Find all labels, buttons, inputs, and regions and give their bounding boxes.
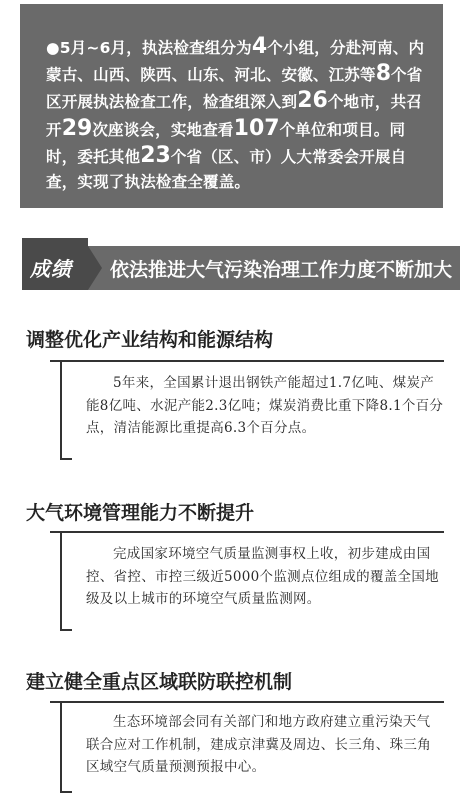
section-body-management: 完成国家环境空气质量监测事权上收，初步建成由国控、省控、市控三级近5000个监测点位组成的覆盖全国地级及以上城市的环境空气质量监测网。 [86,546,439,607]
achievements-banner [22,238,460,290]
section-title-management: 大气环境管理能力不断提升 [26,502,255,524]
section-title-industry-energy: 调整优化产业结构和能源结构 [26,329,274,351]
section-body-industry-energy: 5年来，全国累计退出钢铁产能超过1.7亿吨、煤炭产能8亿吨、水泥产能2.3亿吨；煤炭消费比重下降8.1个百分点，清洁能源比重提高6.3个百分点。 [86,375,444,436]
frame-tick [62,791,72,793]
banner-title: 依法推进大气污染治理工作力度不断加大 [110,259,453,281]
summary-text-2: 个小组，分赴河南、内蒙古、山西、陕西、山东、河北、安徽、江苏等 [46,39,425,85]
banner-badge [22,238,88,290]
summary-number-units: 107 [233,115,280,141]
section-title-regional-control: 建立健全重点区域联防联控机制 [26,671,293,693]
summary-text-3: 个省区开展执法检查工作，检查组深入到 [46,66,423,112]
section-frame-industry-energy [60,360,444,460]
banner-notch [88,246,102,290]
summary-text-4: 个地市，共召开 [46,93,423,139]
section-frame-regional-control [60,701,444,793]
summary-number-groups: 4 [251,34,268,59]
summary-text-5: 次座谈会，实地查看 [92,120,234,139]
summary-number-other-provinces: 23 [140,142,171,168]
banner-badge-label: 成绩 [30,257,72,281]
section-body-regional-control: 生态环境部会同有关部门和地方政府建立重污染天气联合应对工作机制，建成京津冀及周边、长三角、珠三角区域空气质量预测预报中心。 [86,714,431,775]
frame-tick [62,458,72,460]
frame-tick [62,629,72,631]
summary-number-cities: 26 [297,88,328,114]
summary-text-1: ●5月~6月，执法检查组分为 [46,39,252,57]
summary-text-6: 个单位和项目。同时，委托其他 [46,120,406,166]
section-frame-management [60,531,444,631]
summary-box [20,4,443,208]
summary-number-meetings: 29 [61,115,93,141]
summary-number-provinces: 8 [375,61,392,87]
summary-text-7: 个省（区、市）人大常委会开展自查，实现了执法检查全覆盖。 [46,147,407,192]
